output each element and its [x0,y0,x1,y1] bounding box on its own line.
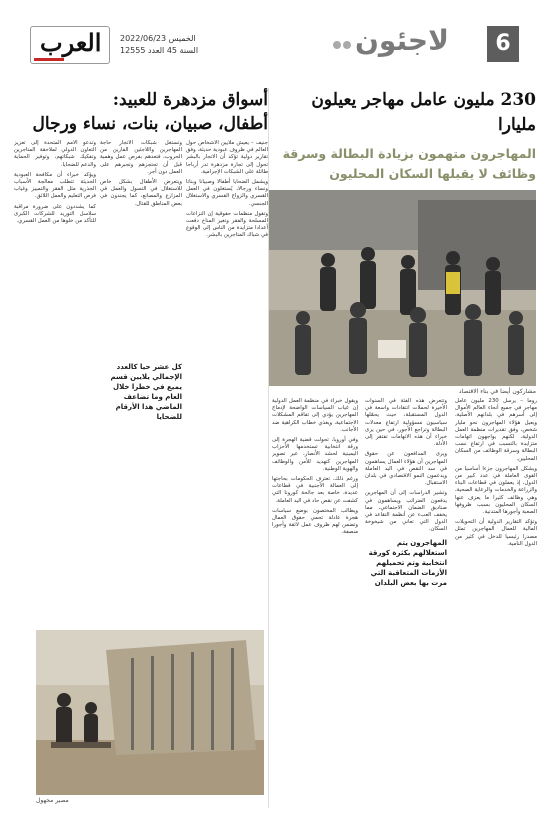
paragraph: وتستغل شبكات الاتجار حاجة المهاجرين واللاجئين الفارين من الحروب، فتعدهم بفرص عمل وهمية قبل أن تحتجزهم وتجبرهم على العمل دون أجر. [100,140,182,175]
right-article-pullquote: المهاجرون يتم استغلالهم بكثرة كورقة انتخابية وتم تحميلهم الأزمات المتعاقبة التي مرت بها بعض البلدان [365,538,447,588]
left-article-headline [18,88,268,136]
paragraph: وتقول منظمات حقوقية إن النزاعات المسلحة والفقر وتغير المناخ دفعت أعدادا متزايدة من الناس إلى الوقوع في شباك المتاجرين بالبشر. [186,210,268,239]
paragraph: ويطالب المختصون بوضع سياسات هجرة عادلة تحمي حقوق العمال وتضمن لهم ظروف عمل لائقة وأجورا منصفة. [272,507,358,536]
issue-number: السنة 45 العدد 12555 [120,46,199,55]
paragraph: جنيف – يعيش ملايين الأشخاص حول العالم في ظروف عبودية حديثة، وفق تقارير دولية تؤكد أن الاتجار بالبشر تحول إلى تجارة مزدهرة تدر أرباحا طائلة على الشبكات الإجرامية. [186,140,268,175]
left-headline-line-1: أسواق مزدهرة للعبيد: [112,90,268,110]
paragraph: كما يشددون على ضرورة مراقبة سلاسل التوريد للشركات الكبرى للتأكد من خلوها من العمل القسري. [14,203,96,225]
paragraph: وفي أوروبا، تحولت قضية الهجرة إلى ورقة انتخابية تستخدمها الأحزاب اليمينية لحشد الأنصار، عبر تصوير المهاجرين كتهديد للأمن والوظائف والهوية الوطنية. [272,437,358,472]
page-number-badge: 6 [487,26,519,62]
right-article-column-1 [455,398,537,803]
paragraph: وتشير الدراسات إلى أن المهاجرين يدفعون الضرائب ويساهمون في صناديق الضمان الاجتماعي، مما يخفف العبء عن أنظمة التقاعد في الدول التي تعاني من شيخوخة السكان. [365,490,447,533]
paragraph: روما – يرسل 230 مليون عامل مهاجر في جميع أنحاء العالم الأموال إلى أسرهم في بلدانهم الأصلية، ويعيل هؤلاء المهاجرون نحو مليار شخص، وفق تقديرات منظمة العمل الدولية، لكنهم يواجهون اتهامات متزايدة بالتسبب في ارتفاع نسب البطالة وسرقة الوظائف من السكان المحليين. [455,398,537,462]
article-divider [268,88,269,808]
logo-accent [34,58,64,61]
right-photo-caption: مشاركون أيضا في بناء الاقتصاد [458,388,536,395]
right-article-column-3 [272,398,358,803]
section-title: لاجئون [355,24,449,57]
paragraph: ويشمل الضحايا أطفالا وصبيانا وبناتا ونساء ورجالا، يُستغلون في العمل القسري والزواج القسري والاستغلال الجنسي. [186,179,268,207]
left-photo-caption: مصير مجهول [36,797,69,804]
left-headline-line-2: أطفال، صبيان، بنات، نساء ورجال [32,114,268,134]
issue-date: الخميس 2022/06/23 [120,34,196,43]
paragraph: وتؤكد التقارير الدولية أن التحويلات المالية للعمال المهاجرين تمثل مصدرا رئيسيا للدخل في كثير من الدول النامية. [455,519,537,547]
left-article-pullquote: كل عشر حيا كالعدد الإجمالي يلايين قسم يميع في خطرا خلال العام وما تضاعف الماضي هذا الأرقام للضحايا [100,362,182,422]
section-dots-icon [333,34,353,48]
paragraph: ويتعرض الأطفال بشكل خاص للاستغلال في التسول والعمل في المزارع والمصانع، كما يجندون في بعض المناطق للقتال. [100,179,182,207]
paragraph: ويشكل المهاجرون جزءا أساسيا من القوى العاملة في عدد كبير من الدول، إذ يعملون في قطاعات البناء والزراعة والخدمات والرعاية الصحية، وهي وظائف كثيرا ما يعزف عنها السكان المحليون بسبب ظروفها الصعبة وأجورها المتدنية. [455,465,537,516]
left-article-column-1 [186,140,268,620]
paragraph: ويرى المدافعون عن حقوق المهاجرين أن هؤلاء العمال يساهمون في سد النقص في اليد العاملة ويدعمون النمو الاقتصادي في بلدان الاستقبال. [365,451,447,487]
paragraph: وتدعو الأمم المتحدة إلى تعزيز التعاون الدولي لملاحقة المتاجرين وتفكيك شبكاتهم، وتوفير الحماية والدعم للضحايا. [14,140,96,168]
left-article-column-3 [14,140,96,620]
left-article-photo [36,630,264,795]
paragraph: ويقول خبراء في منظمة العمل الدولية إن غياب السياسات الواضحة لإدماج المهاجرين يؤدي إلى تفاقم المشكلات الاجتماعية، ويغذي خطاب الكراهية ضد الأجانب. [272,398,358,433]
paragraph: ويؤكد خبراء أن مكافحة العبودية الحديثة تتطلب معالجة الأسباب الجذرية مثل الفقر والتمييز وغياب فرص التعليم والعمل اللائق. [14,171,96,200]
right-article-photo [268,190,536,386]
paragraph: ورغم ذلك، تعترف الحكومات بحاجتها إلى العمالة الأجنبية في قطاعات عديدة، خاصة بعد جائحة كورونا التي كشفت عن نقص حاد في اليد العاملة. [272,476,358,504]
right-article-subhead: المهاجرون متهمون بزيادة البطالة وسرقة وظائف لا يقبلها السكان المحليون [282,146,536,181]
right-article-headline: 230 مليون عامل مهاجر يعيلون مليارا [311,90,536,135]
newspaper-logo: العرب [40,28,102,57]
right-article-column-2 [365,398,447,803]
paragraph: وتتعرض هذه الفئة في السنوات الأخيرة لحملات انتقادات واسعة في الدول المستقبلة، حيث يحمّلها سياسيون مسؤولية ارتفاع معدلات البطالة وتراجع الأجور، في حين يرى خبراء أن هذه الاتهامات تفتقر إلى الأدلة. [365,398,447,448]
